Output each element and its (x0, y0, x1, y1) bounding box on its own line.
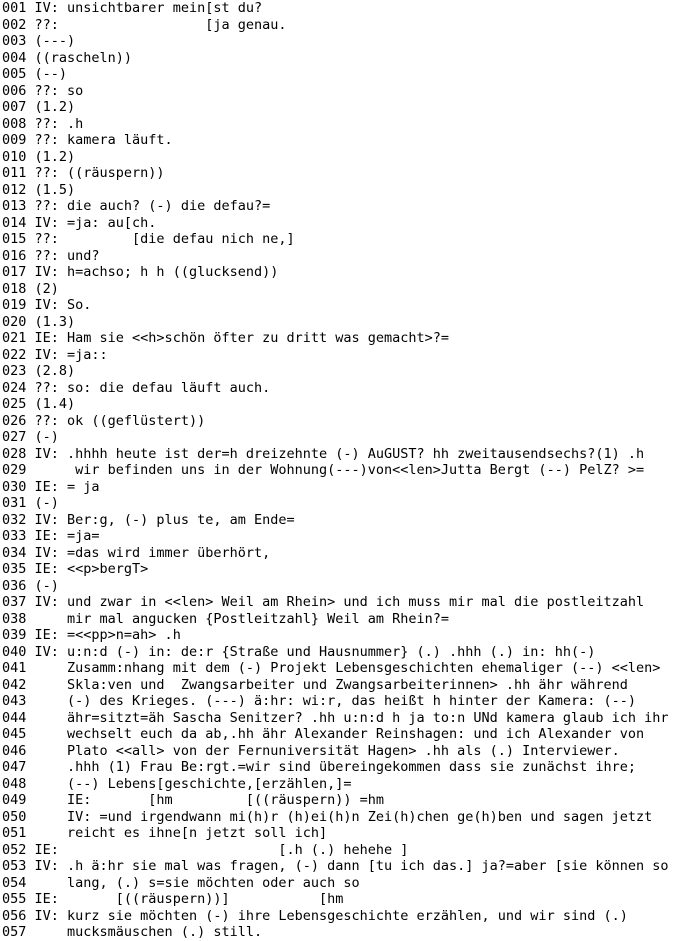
transcript-line (2, 759, 700, 776)
transcript (2, 0, 700, 941)
line-number: 001 (2, 0, 27, 16)
line-number: 031 (2, 495, 27, 511)
line-number: 022 (2, 346, 27, 363)
line-number: 044 (2, 709, 27, 726)
line-text: mucksmäuschen (.) still. (26, 924, 263, 940)
line-text: IV: Ber:g, (-) plus te, am Ende= (26, 511, 295, 528)
transcript-line (2, 83, 700, 100)
line-number: 050 (2, 808, 27, 825)
line-number: 043 (2, 693, 27, 709)
line-text: (1.3) (26, 313, 76, 330)
line-text: IV: =ja: au[ch. (26, 214, 157, 231)
line-number: 047 (2, 759, 27, 775)
line-text: IV: .hhhh heute ist der=h dreizehnte (-) AuGUST? hh zweitausendsechs?(1) .h (26, 445, 645, 462)
line-text: IE: [hm [((räuspern)) =hm (26, 792, 385, 808)
transcript-line (2, 347, 700, 364)
line-text: IE: Ham sie <<h>schön öfter zu dritt was gemacht>?= (26, 330, 450, 346)
line-text: reicht es ihne[n jetzt soll ich] (26, 825, 328, 841)
transcript-line (2, 743, 700, 760)
line-text: IV: =das wird immer überhört, (26, 544, 271, 561)
line-number: 029 (2, 462, 27, 478)
line-text: IE: [.h (.) hehehe ] (26, 841, 409, 858)
line-number: 002 (2, 16, 27, 33)
line-number: 013 (2, 198, 27, 214)
line-text: IE: [((räuspern))] [hm (26, 891, 344, 907)
line-text: Skla:ven und Zwangsarbeiter und Zwangsarbeiterinnen> .hh ähr während (26, 676, 628, 693)
line-number: 027 (2, 429, 27, 445)
line-text: IV: .h ä:hr sie mal was fragen, (-) dann [tu ich das.] ja?=aber [sie können so (26, 858, 669, 874)
transcript-line (2, 479, 700, 496)
transcript-line (2, 726, 700, 743)
transcript-line (2, 165, 700, 182)
line-text: ??: .h (26, 115, 84, 132)
transcript-line (2, 858, 700, 875)
transcript-line (2, 198, 700, 215)
line-text: ??: und? (26, 247, 100, 264)
line-number: 009 (2, 132, 27, 148)
line-text: ??: die auch? (-) die defau?= (26, 198, 271, 214)
line-number: 053 (2, 858, 27, 874)
line-text: (-) (26, 495, 59, 511)
transcript-line (2, 677, 700, 694)
line-number: 016 (2, 247, 27, 264)
line-number: 017 (2, 264, 27, 280)
line-number: 004 (2, 49, 27, 66)
line-number: 005 (2, 66, 27, 82)
transcript-line (2, 182, 700, 199)
line-number: 023 (2, 363, 27, 379)
line-text: ähr=sitzt=äh Sascha Senitzer? .hh u:n:d h ja to:n UNd kamera glaub ich ihr (26, 709, 669, 726)
transcript-line (2, 561, 700, 578)
line-number: 006 (2, 82, 27, 99)
line-number: 032 (2, 511, 27, 528)
line-number: 045 (2, 726, 27, 742)
line-number: 011 (2, 165, 27, 181)
transcript-line (2, 116, 700, 133)
line-number: 048 (2, 775, 27, 792)
transcript-line (2, 99, 700, 116)
line-text: (1.4) (26, 396, 76, 412)
line-text: (1.5) (26, 181, 76, 198)
transcript-line (2, 66, 700, 83)
transcript-line (2, 495, 700, 512)
transcript-line (2, 330, 700, 347)
line-text: IV: u:n:d (-) in: de:r {Straße und Hausnummer} (.) .hhh (.) in: hh(-) (26, 643, 596, 660)
line-number: 036 (2, 577, 27, 594)
line-text: mir mal angucken {Postleitzahl} Weil am Rhein?= (26, 610, 450, 627)
line-text: (-) (26, 577, 59, 594)
line-text: IV: =und irgendwann mi(h)r (h)ei(h)n Zei(h)chen ge(h)ben und sagen jetzt (26, 808, 653, 825)
transcript-line (2, 413, 700, 430)
line-text: wir befinden uns in der Wohnung(---)von<<len>Jutta Bergt (--) PelZ? >= (26, 462, 645, 478)
transcript-line (2, 0, 700, 17)
line-text: IV: So. (26, 297, 92, 313)
transcript-line (2, 842, 700, 859)
line-number: 019 (2, 297, 27, 313)
transcript-line (2, 594, 700, 611)
transcript-line (2, 776, 700, 793)
line-text: (2) (26, 280, 59, 297)
transcript-line (2, 149, 700, 166)
transcript-line (2, 875, 700, 892)
line-number: 038 (2, 610, 27, 627)
line-text: wechselt euch da ab,.hh ähr Alexander Reinshagen: und ich Alexander von (26, 726, 645, 742)
transcript-line (2, 231, 700, 248)
line-text: IV: unsichtbarer mein[st du? (26, 0, 263, 16)
transcript-line (2, 33, 700, 50)
line-number: 040 (2, 643, 27, 660)
line-text: (-) des Krieges. (---) ä:hr: wi:r, das heißt h hinter der Kamera: (--) (26, 693, 636, 709)
transcript-line (2, 644, 700, 661)
transcript-line (2, 314, 700, 331)
line-number: 028 (2, 445, 27, 462)
transcript-line (2, 380, 700, 397)
transcript-line (2, 891, 700, 908)
transcript-line (2, 396, 700, 413)
line-text: IV: und zwar in <<len> Weil am Rhein> und ich muss mir mal die postleitzahl (26, 594, 645, 610)
line-number: 035 (2, 561, 27, 577)
line-number: 037 (2, 594, 27, 610)
line-number: 003 (2, 33, 27, 49)
line-number: 020 (2, 313, 27, 330)
line-number: 054 (2, 874, 27, 891)
transcript-line (2, 809, 700, 826)
transcript-line (2, 528, 700, 545)
transcript-line (2, 660, 700, 677)
transcript-line (2, 215, 700, 232)
line-text: (1.2) (26, 99, 76, 115)
transcript-line (2, 578, 700, 595)
line-text: IV: =ja:: (26, 346, 108, 363)
line-number: 051 (2, 825, 27, 841)
line-number: 025 (2, 396, 27, 412)
line-text: ??: ok ((geflüstert)) (26, 412, 206, 429)
line-text: ??: [die defau nich ne,] (26, 231, 295, 247)
line-text: (---) (26, 33, 76, 49)
line-number: 015 (2, 231, 27, 247)
line-text: lang, (.) s=sie möchten oder auch so (26, 874, 360, 891)
line-text: Zusamm:nhang mit dem (-) Projekt Lebensgeschichten ehemaliger (--) <<len> (26, 660, 661, 676)
line-number: 041 (2, 660, 27, 676)
line-text: ??: kamera läuft. (26, 132, 173, 148)
line-number: 042 (2, 676, 27, 693)
transcript-line (2, 924, 700, 941)
line-text: IV: kurz sie möchten (-) ihre Lebensgeschichte erzählen, und wir sind (.) (26, 907, 628, 924)
transcript-line (2, 693, 700, 710)
transcript-line (2, 627, 700, 644)
line-number: 056 (2, 907, 27, 924)
transcript-line (2, 281, 700, 298)
line-text: IV: h=achso; h h ((glucksend)) (26, 264, 279, 280)
line-number: 049 (2, 792, 27, 808)
line-text: .hhh (1) Frau Be:rgt.=wir sind übereingekommen dass sie zunächst ihre; (26, 759, 636, 775)
transcript-line (2, 446, 700, 463)
line-number: 034 (2, 544, 27, 561)
line-text: ??: so: die defau läuft auch. (26, 379, 271, 396)
line-text: ??: ((räuspern)) (26, 165, 165, 181)
line-text: (1.2) (26, 148, 76, 165)
line-number: 055 (2, 891, 27, 907)
line-text: IE: =ja= (26, 528, 100, 544)
line-text: Plato <<all> von der Fernuniversität Hagen> .hh als (.) Interviewer. (26, 742, 620, 759)
transcript-line (2, 264, 700, 281)
line-number: 033 (2, 528, 27, 544)
transcript-line (2, 908, 700, 925)
transcript-line (2, 825, 700, 842)
transcript-line (2, 132, 700, 149)
line-number: 008 (2, 115, 27, 132)
transcript-line (2, 512, 700, 529)
transcript-line (2, 363, 700, 380)
line-number: 010 (2, 148, 27, 165)
line-text: ??: [ja genau. (26, 16, 287, 33)
transcript-line (2, 50, 700, 67)
line-text: ??: so (26, 82, 84, 99)
transcript-line (2, 297, 700, 314)
line-number: 057 (2, 924, 27, 940)
line-text: (-) (26, 429, 59, 445)
transcript-line (2, 710, 700, 727)
line-text: IE: <<p>bergT> (26, 561, 149, 577)
transcript-line (2, 611, 700, 628)
line-number: 018 (2, 280, 27, 297)
line-number: 007 (2, 99, 27, 115)
line-text: (--) Lebens[geschichte,[erzählen,]= (26, 775, 352, 792)
transcript-line (2, 792, 700, 809)
transcript-line (2, 17, 700, 34)
line-number: 014 (2, 214, 27, 231)
line-number: 052 (2, 841, 27, 858)
transcript-line (2, 248, 700, 265)
line-number: 012 (2, 181, 27, 198)
line-number: 021 (2, 330, 27, 346)
line-number: 039 (2, 627, 27, 643)
transcript-line (2, 545, 700, 562)
transcript-line (2, 429, 700, 446)
line-text: (2.8) (26, 363, 76, 379)
line-text: IE: =<<pp>n=ah> .h (26, 627, 181, 643)
transcript-line (2, 462, 700, 479)
line-text: IE: = ja (26, 478, 100, 495)
line-number: 030 (2, 478, 27, 495)
line-text: (--) (26, 66, 68, 82)
line-number: 024 (2, 379, 27, 396)
line-text: ((rascheln)) (26, 49, 133, 66)
line-number: 026 (2, 412, 27, 429)
line-number: 046 (2, 742, 27, 759)
